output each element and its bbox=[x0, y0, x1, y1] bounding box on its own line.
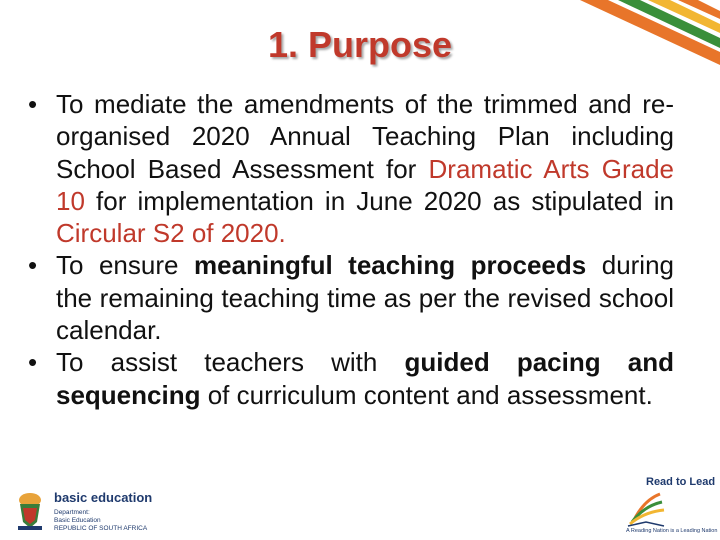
circular-highlight: Circular S2 of 2020. bbox=[56, 218, 286, 249]
read-to-lead-slogan: A Reading Nation is a Leading Nation bbox=[626, 528, 718, 534]
bullet-text: during the remaining teaching time as per the revised school calendar. bbox=[56, 250, 675, 346]
bold-phrase: meaningful teaching proceeds bbox=[194, 250, 587, 281]
bullet-text: To ensure bbox=[56, 250, 194, 281]
bullet-item bbox=[24, 249, 674, 346]
coat-of-arms-icon bbox=[12, 488, 48, 534]
bullet-dot: • bbox=[28, 250, 38, 281]
logo-line-3: REPUBLIC OF SOUTH AFRICA bbox=[54, 525, 148, 532]
bullet-text: for implementation in June 2020 as stipulated in bbox=[84, 185, 674, 216]
bullet-text: To assist teachers with bbox=[56, 347, 405, 378]
basic-education-logo bbox=[12, 488, 162, 536]
bullet-list bbox=[24, 88, 674, 411]
bullet-dot: • bbox=[28, 89, 38, 119]
bullet-item bbox=[24, 88, 674, 249]
read-to-lead-title: Read to Lead bbox=[646, 476, 716, 488]
read-to-lead-logo bbox=[604, 472, 718, 540]
slide-title: 1. Purpose bbox=[267, 24, 453, 65]
subject-highlight: Dramatic Arts Grade 10 bbox=[56, 153, 674, 216]
bullet-text: of curriculum content and assessment. bbox=[200, 379, 653, 410]
logo-line-2: Basic Education bbox=[54, 517, 101, 524]
bullet-item bbox=[24, 346, 674, 411]
bullet-dot: • bbox=[28, 347, 38, 378]
logo-line-1: Department: bbox=[54, 509, 90, 516]
logo-brand-name: basic education bbox=[54, 490, 153, 505]
bullet-text: To mediate the amendments of the trimmed and re-organised 2020 Annual Teaching Plan including School Based Assessment for bbox=[56, 89, 674, 184]
bold-phrase: guided pacing and sequencing bbox=[56, 347, 675, 410]
